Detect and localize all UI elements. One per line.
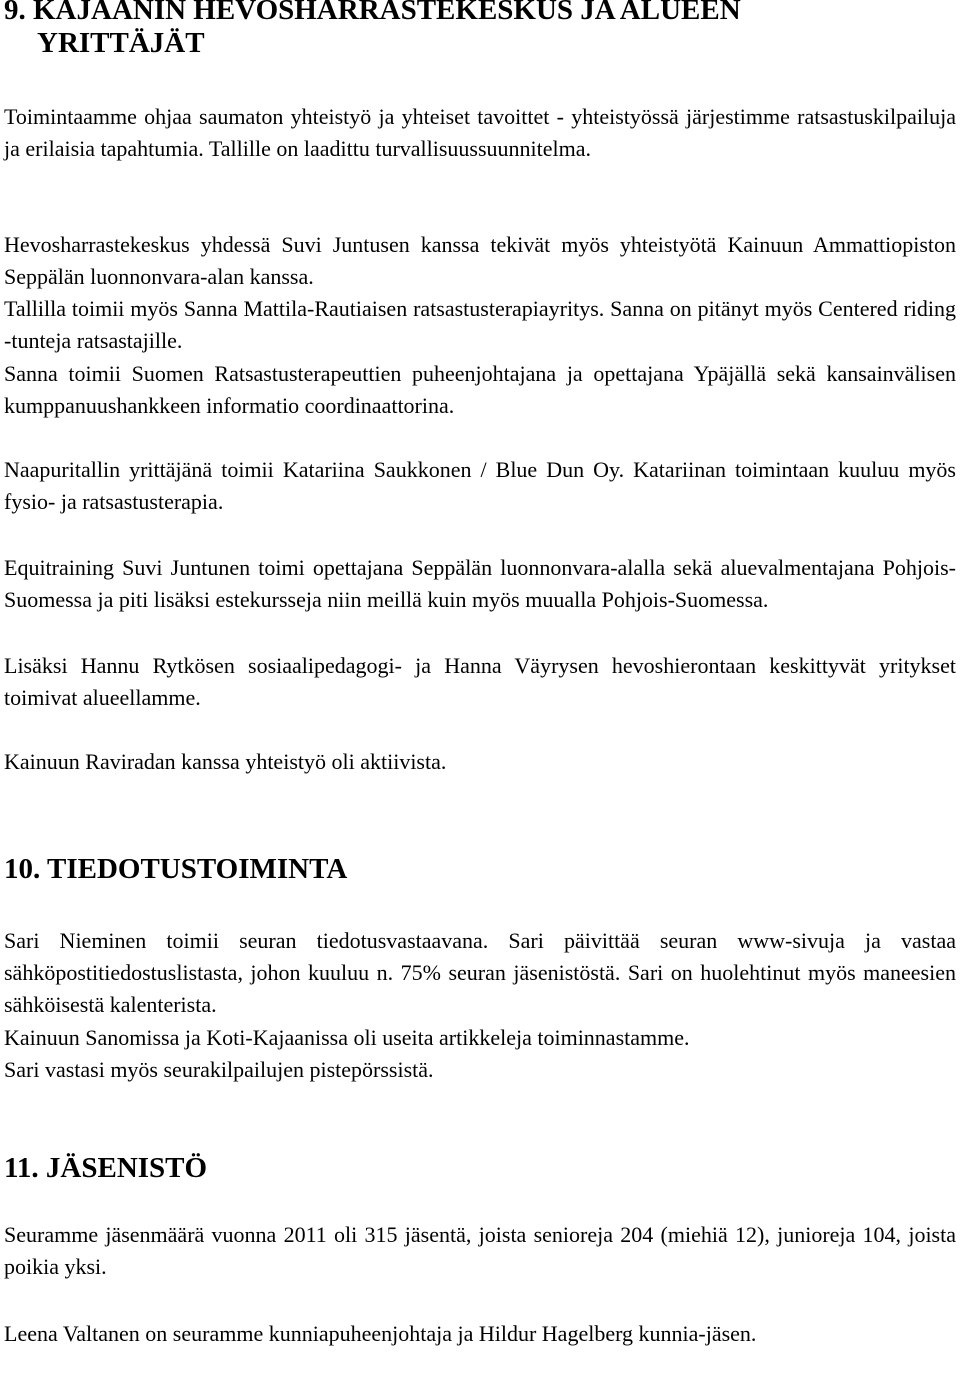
section-11-paragraph-2: Leena Valtanen on seuramme kunniapuheenjohtaja ja Hildur Hagelberg kunnia-jäsen. xyxy=(4,1321,757,1346)
section-9-paragraph-1: Toimintaamme ohjaa saumaton yhteistyö ja yhteiset tavoittet - yhteistyössä järjestimme ratsastuskilpailuja ja erilaisia tapahtumia. Tallille on laadittu turvallisuussuunnitelma. xyxy=(4,104,956,161)
section-9-paragraph-3: Tallilla toimii myös Sanna Mattila-Rautiaisen ratsastusterapiayritys. Sanna on pitänyt myös Centered riding -tunteja ratsastajille. xyxy=(4,296,956,353)
section-11-paragraph-1: Seuramme jäsenmäärä vuonna 2011 oli 315 jäsentä, joista senioreja 204 (miehiä 12), junioreja 104, joista poikia yksi. xyxy=(4,1222,956,1279)
section-10-paragraph-1: Sari Nieminen toimii seuran tiedotusvastaavana. Sari päivittää seuran www-sivuja ja vastaa sähköpostitiedostuslistasta, johon kuuluu n. 75% seuran jäsenistöstä. Sari on huolehtinut myös maneesien sähköisestä kalenterista. xyxy=(4,928,956,1017)
section-9-heading xyxy=(4,0,956,60)
section-9-paragraph-5: Naapuritallin yrittäjänä toimii Katariina Saukkonen / Blue Dun Oy. Katariinan toimintaan kuuluu myös fysio- ja ratsastusterapia. xyxy=(4,457,956,514)
section-9-title-line-2: YRITTÄJÄT xyxy=(37,27,205,59)
section-10-paragraph-2: Kainuun Sanomissa ja Koti-Kajaanissa oli useita artikkeleja toiminnastamme. xyxy=(4,1025,690,1050)
section-11-heading: 11. JÄSENISTÖ xyxy=(4,1152,208,1184)
section-10-paragraph-3: Sari vastasi myös seurakilpailujen pistepörssistä. xyxy=(4,1057,434,1082)
section-9-title-line-1: 9. KAJAANIN HEVOSHARRASTEKESKUS JA ALUEEN xyxy=(4,0,741,26)
section-9-paragraph-4: Sanna toimii Suomen Ratsastusterapeuttien puheenjohtajana ja opettajana Ypäjällä sekä kansainvälisen kumppanuushankkeen informatio coordinaattorina. xyxy=(4,361,956,418)
section-9-paragraph-6: Equitraining Suvi Juntunen toimi opettajana Seppälän luonnonvara-alalla sekä aluevalmentajana Pohjois-Suomessa ja piti lisäksi estekursseja niin meillä kuin myös muualla Pohjois-Suomessa. xyxy=(4,555,956,612)
section-10-heading: 10. TIEDOTUSTOIMINTA xyxy=(4,853,348,885)
section-9-paragraph-8: Kainuun Raviradan kanssa yhteistyö oli aktiivista. xyxy=(4,749,447,774)
section-9-paragraph-7: Lisäksi Hannu Rytkösen sosiaalipedagogi- ja Hanna Väyrysen hevoshierontaan keskittyvät yritykset toimivat alueellamme. xyxy=(4,653,956,710)
section-9-paragraph-2: Hevosharrastekeskus yhdessä Suvi Juntusen kanssa tekivät myös yhteistyötä Kainuun Ammattiopiston Seppälän luonnonvara-alan kanssa. xyxy=(4,232,956,289)
